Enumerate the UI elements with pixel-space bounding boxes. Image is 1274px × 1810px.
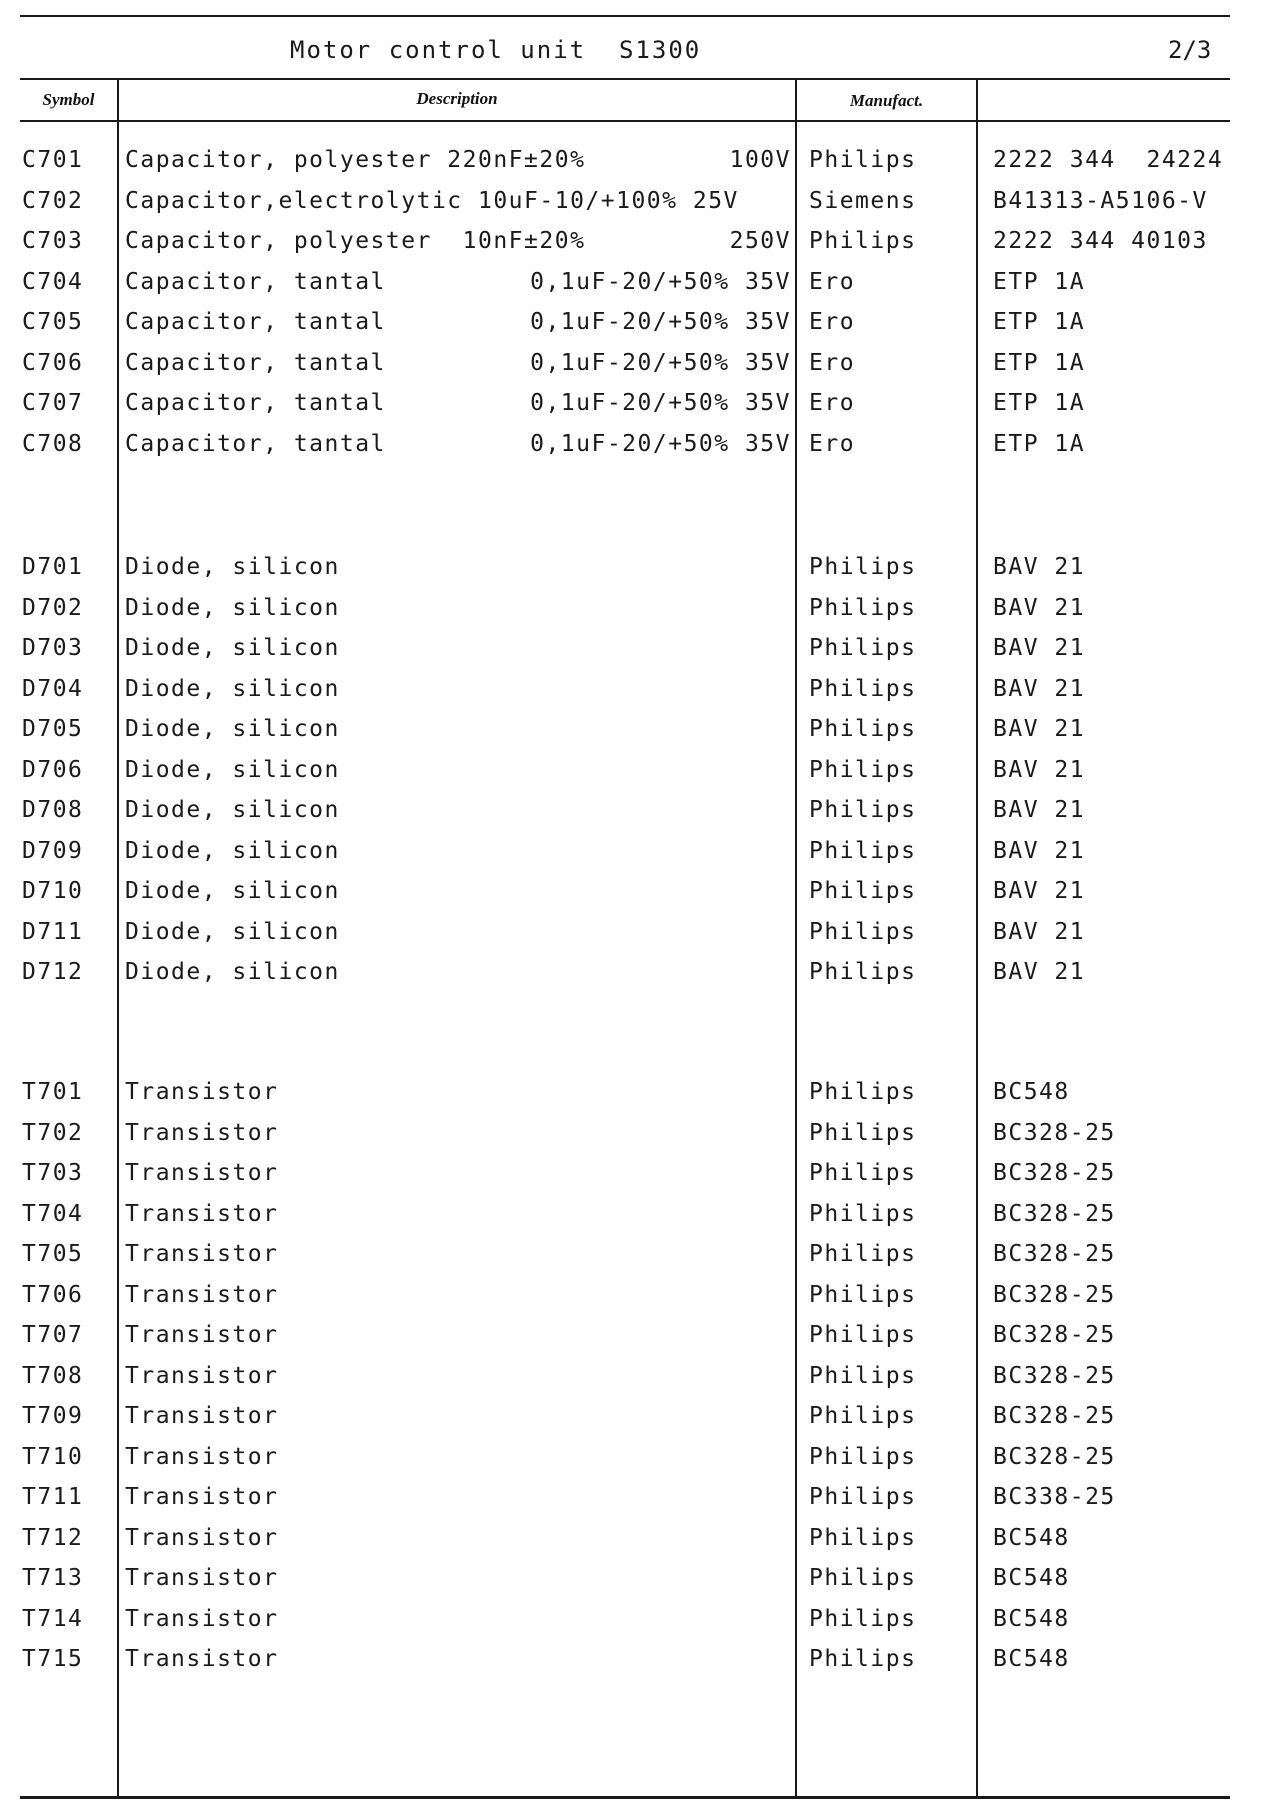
table-row	[0, 430, 1274, 458]
cell-description: Capacitor, tantal	[125, 350, 386, 376]
cell-part-number: BAV 21	[993, 595, 1086, 621]
cell-part-number: BC338-25	[993, 1484, 1116, 1510]
cell-symbol: C704	[22, 269, 84, 295]
cell-symbol: C701	[22, 147, 84, 173]
table-row	[0, 1159, 1274, 1187]
cell-description: Transistor	[125, 1525, 279, 1551]
cell-symbol: T703	[22, 1160, 84, 1186]
cell-part-number: BAV 21	[993, 635, 1086, 661]
cell-part-number: BC328-25	[993, 1201, 1116, 1227]
table-row	[0, 715, 1274, 743]
cell-symbol: T704	[22, 1201, 84, 1227]
cell-symbol: T715	[22, 1646, 84, 1672]
cell-manufacturer: Philips	[809, 959, 917, 985]
cell-part-number: ETP 1A	[993, 350, 1086, 376]
cell-part-number: BC328-25	[993, 1241, 1116, 1267]
cell-manufacturer: Philips	[809, 228, 917, 254]
top-rule	[20, 15, 1230, 17]
cell-symbol: T712	[22, 1525, 84, 1551]
cell-description: Diode, silicon	[125, 757, 340, 783]
cell-description: Transistor	[125, 1160, 279, 1186]
cell-value: 100V	[729, 147, 791, 173]
header-bottom-rule	[20, 120, 1230, 122]
table-row	[0, 187, 1274, 215]
column-header-symbol: Symbol	[42, 90, 95, 109]
cell-symbol: D710	[22, 878, 84, 904]
cell-symbol: T706	[22, 1282, 84, 1308]
cell-manufacturer: Philips	[809, 716, 917, 742]
cell-manufacturer: Philips	[809, 878, 917, 904]
table-row	[0, 796, 1274, 824]
table-row	[0, 634, 1274, 662]
table-row	[0, 1078, 1274, 1106]
cell-part-number: 2222 344 24224	[993, 147, 1224, 173]
cell-description: Transistor	[125, 1241, 279, 1267]
cell-description: Diode, silicon	[125, 716, 340, 742]
cell-symbol: C708	[22, 431, 84, 457]
cell-part-number: B41313-A5106-V	[993, 188, 1208, 214]
column-header-description: Description	[416, 89, 498, 108]
cell-part-number: BC328-25	[993, 1282, 1116, 1308]
cell-manufacturer: Philips	[809, 1444, 917, 1470]
cell-value: 0,1uF-20/+50% 35V	[530, 431, 791, 457]
cell-description: Transistor	[125, 1201, 279, 1227]
table-row	[0, 958, 1274, 986]
cell-description: Diode, silicon	[125, 554, 340, 580]
table-row	[0, 308, 1274, 336]
cell-manufacturer: Philips	[809, 1079, 917, 1105]
table-row	[0, 675, 1274, 703]
table-row	[0, 146, 1274, 174]
cell-symbol: T705	[22, 1241, 84, 1267]
table-row	[0, 756, 1274, 784]
table-row	[0, 553, 1274, 581]
cell-part-number: ETP 1A	[993, 269, 1086, 295]
cell-description: Transistor	[125, 1484, 279, 1510]
cell-manufacturer: Ero	[809, 390, 856, 416]
cell-symbol: D705	[22, 716, 84, 742]
column-header-manufacturer: Manufact.	[849, 91, 924, 110]
cell-part-number: BAV 21	[993, 676, 1086, 702]
table-row	[0, 1281, 1274, 1309]
cell-description: Diode, silicon	[125, 797, 340, 823]
table-row	[0, 1443, 1274, 1471]
cell-value: 0,1uF-20/+50% 35V	[530, 309, 791, 335]
cell-part-number: ETP 1A	[993, 309, 1086, 335]
cell-manufacturer: Philips	[809, 797, 917, 823]
cell-manufacturer: Philips	[809, 1241, 917, 1267]
cell-part-number: BC548	[993, 1079, 1070, 1105]
cell-manufacturer: Philips	[809, 1322, 917, 1348]
cell-description: Transistor	[125, 1120, 279, 1146]
bottom-rule	[20, 1796, 1230, 1799]
table-row	[0, 268, 1274, 296]
cell-value: 0,1uF-20/+50% 35V	[530, 269, 791, 295]
cell-description: Transistor	[125, 1444, 279, 1470]
cell-symbol: D709	[22, 838, 84, 864]
cell-description: Capacitor, polyester 220nF±20%	[125, 147, 586, 173]
cell-part-number: BAV 21	[993, 797, 1086, 823]
table-row	[0, 918, 1274, 946]
cell-manufacturer: Philips	[809, 1525, 917, 1551]
cell-part-number: BAV 21	[993, 757, 1086, 783]
cell-symbol: T702	[22, 1120, 84, 1146]
page-title: Motor control unit S1300	[290, 36, 702, 64]
table-row	[0, 389, 1274, 417]
cell-description: Capacitor, polyester 10nF±20%	[125, 228, 586, 254]
cell-value: 0,1uF-20/+50% 35V	[530, 390, 791, 416]
cell-manufacturer: Philips	[809, 1120, 917, 1146]
table-row	[0, 1524, 1274, 1552]
cell-manufacturer: Philips	[809, 1646, 917, 1672]
cell-manufacturer: Ero	[809, 309, 856, 335]
cell-symbol: D708	[22, 797, 84, 823]
table-row	[0, 349, 1274, 377]
cell-symbol: T711	[22, 1484, 84, 1510]
cell-part-number: BC548	[993, 1565, 1070, 1591]
cell-description: Capacitor,electrolytic 10uF-10/+100% 25V	[125, 188, 739, 214]
cell-description: Transistor	[125, 1565, 279, 1591]
cell-symbol: D701	[22, 554, 84, 580]
cell-part-number: BC328-25	[993, 1444, 1116, 1470]
cell-symbol: T714	[22, 1606, 84, 1632]
cell-description: Diode, silicon	[125, 959, 340, 985]
cell-symbol: D712	[22, 959, 84, 985]
cell-manufacturer: Siemens	[809, 188, 917, 214]
cell-symbol: D703	[22, 635, 84, 661]
cell-description: Diode, silicon	[125, 676, 340, 702]
cell-part-number: BAV 21	[993, 919, 1086, 945]
table-row	[0, 1483, 1274, 1511]
cell-part-number: BC548	[993, 1646, 1070, 1672]
cell-part-number: BAV 21	[993, 878, 1086, 904]
table-row	[0, 594, 1274, 622]
header-top-rule	[20, 78, 1230, 80]
table-row	[0, 1362, 1274, 1390]
cell-manufacturer: Philips	[809, 838, 917, 864]
cell-part-number: ETP 1A	[993, 390, 1086, 416]
cell-manufacturer: Ero	[809, 431, 856, 457]
cell-part-number: BC328-25	[993, 1120, 1116, 1146]
cell-description: Diode, silicon	[125, 635, 340, 661]
table-row	[0, 1402, 1274, 1430]
table-row	[0, 1119, 1274, 1147]
cell-manufacturer: Ero	[809, 350, 856, 376]
table-row	[0, 1200, 1274, 1228]
cell-part-number: BC328-25	[993, 1322, 1116, 1348]
cell-manufacturer: Philips	[809, 1403, 917, 1429]
cell-part-number: ETP 1A	[993, 431, 1086, 457]
cell-value: 250V	[729, 228, 791, 254]
cell-part-number: BAV 21	[993, 959, 1086, 985]
cell-description: Transistor	[125, 1322, 279, 1348]
cell-description: Transistor	[125, 1403, 279, 1429]
cell-symbol: T713	[22, 1565, 84, 1591]
cell-symbol: C705	[22, 309, 84, 335]
table-row	[0, 1645, 1274, 1673]
cell-part-number: BAV 21	[993, 554, 1086, 580]
cell-part-number: BC328-25	[993, 1403, 1116, 1429]
cell-description: Capacitor, tantal	[125, 431, 386, 457]
cell-manufacturer: Philips	[809, 1565, 917, 1591]
cell-manufacturer: Philips	[809, 757, 917, 783]
cell-symbol: D711	[22, 919, 84, 945]
cell-symbol: D702	[22, 595, 84, 621]
cell-manufacturer: Philips	[809, 1484, 917, 1510]
cell-symbol: C706	[22, 350, 84, 376]
cell-description: Diode, silicon	[125, 878, 340, 904]
cell-part-number: BC328-25	[993, 1363, 1116, 1389]
cell-value: 0,1uF-20/+50% 35V	[530, 350, 791, 376]
cell-part-number: BC548	[993, 1606, 1070, 1632]
cell-manufacturer: Philips	[809, 147, 917, 173]
cell-part-number: 2222 344 40103	[993, 228, 1208, 254]
cell-manufacturer: Philips	[809, 919, 917, 945]
cell-manufacturer: Philips	[809, 1160, 917, 1186]
cell-part-number: BAV 21	[993, 838, 1086, 864]
cell-description: Diode, silicon	[125, 919, 340, 945]
cell-description: Diode, silicon	[125, 838, 340, 864]
cell-symbol: T707	[22, 1322, 84, 1348]
cell-description: Capacitor, tantal	[125, 309, 386, 335]
cell-symbol: T710	[22, 1444, 84, 1470]
cell-manufacturer: Philips	[809, 1201, 917, 1227]
cell-description: Transistor	[125, 1363, 279, 1389]
cell-symbol: C703	[22, 228, 84, 254]
cell-description: Diode, silicon	[125, 595, 340, 621]
cell-manufacturer: Philips	[809, 1363, 917, 1389]
cell-symbol: T701	[22, 1079, 84, 1105]
cell-description: Capacitor, tantal	[125, 390, 386, 416]
cell-symbol: C702	[22, 188, 84, 214]
cell-description: Transistor	[125, 1079, 279, 1105]
cell-manufacturer: Philips	[809, 635, 917, 661]
cell-manufacturer: Philips	[809, 1282, 917, 1308]
cell-manufacturer: Philips	[809, 595, 917, 621]
cell-description: Capacitor, tantal	[125, 269, 386, 295]
cell-part-number: BC548	[993, 1525, 1070, 1551]
cell-symbol: D706	[22, 757, 84, 783]
table-row	[0, 227, 1274, 255]
cell-symbol: D704	[22, 676, 84, 702]
table-row	[0, 1605, 1274, 1633]
cell-part-number: BAV 21	[993, 716, 1086, 742]
table-row	[0, 877, 1274, 905]
cell-symbol: T709	[22, 1403, 84, 1429]
cell-manufacturer: Philips	[809, 554, 917, 580]
cell-description: Transistor	[125, 1606, 279, 1632]
cell-symbol: T708	[22, 1363, 84, 1389]
cell-manufacturer: Philips	[809, 676, 917, 702]
cell-description: Transistor	[125, 1646, 279, 1672]
table-row	[0, 1240, 1274, 1268]
table-row	[0, 1564, 1274, 1592]
page-number: 2/3	[1168, 36, 1212, 64]
cell-manufacturer: Ero	[809, 269, 856, 295]
cell-part-number: BC328-25	[993, 1160, 1116, 1186]
cell-description: Transistor	[125, 1282, 279, 1308]
cell-manufacturer: Philips	[809, 1606, 917, 1632]
table-row	[0, 1321, 1274, 1349]
cell-symbol: C707	[22, 390, 84, 416]
table-row	[0, 837, 1274, 865]
